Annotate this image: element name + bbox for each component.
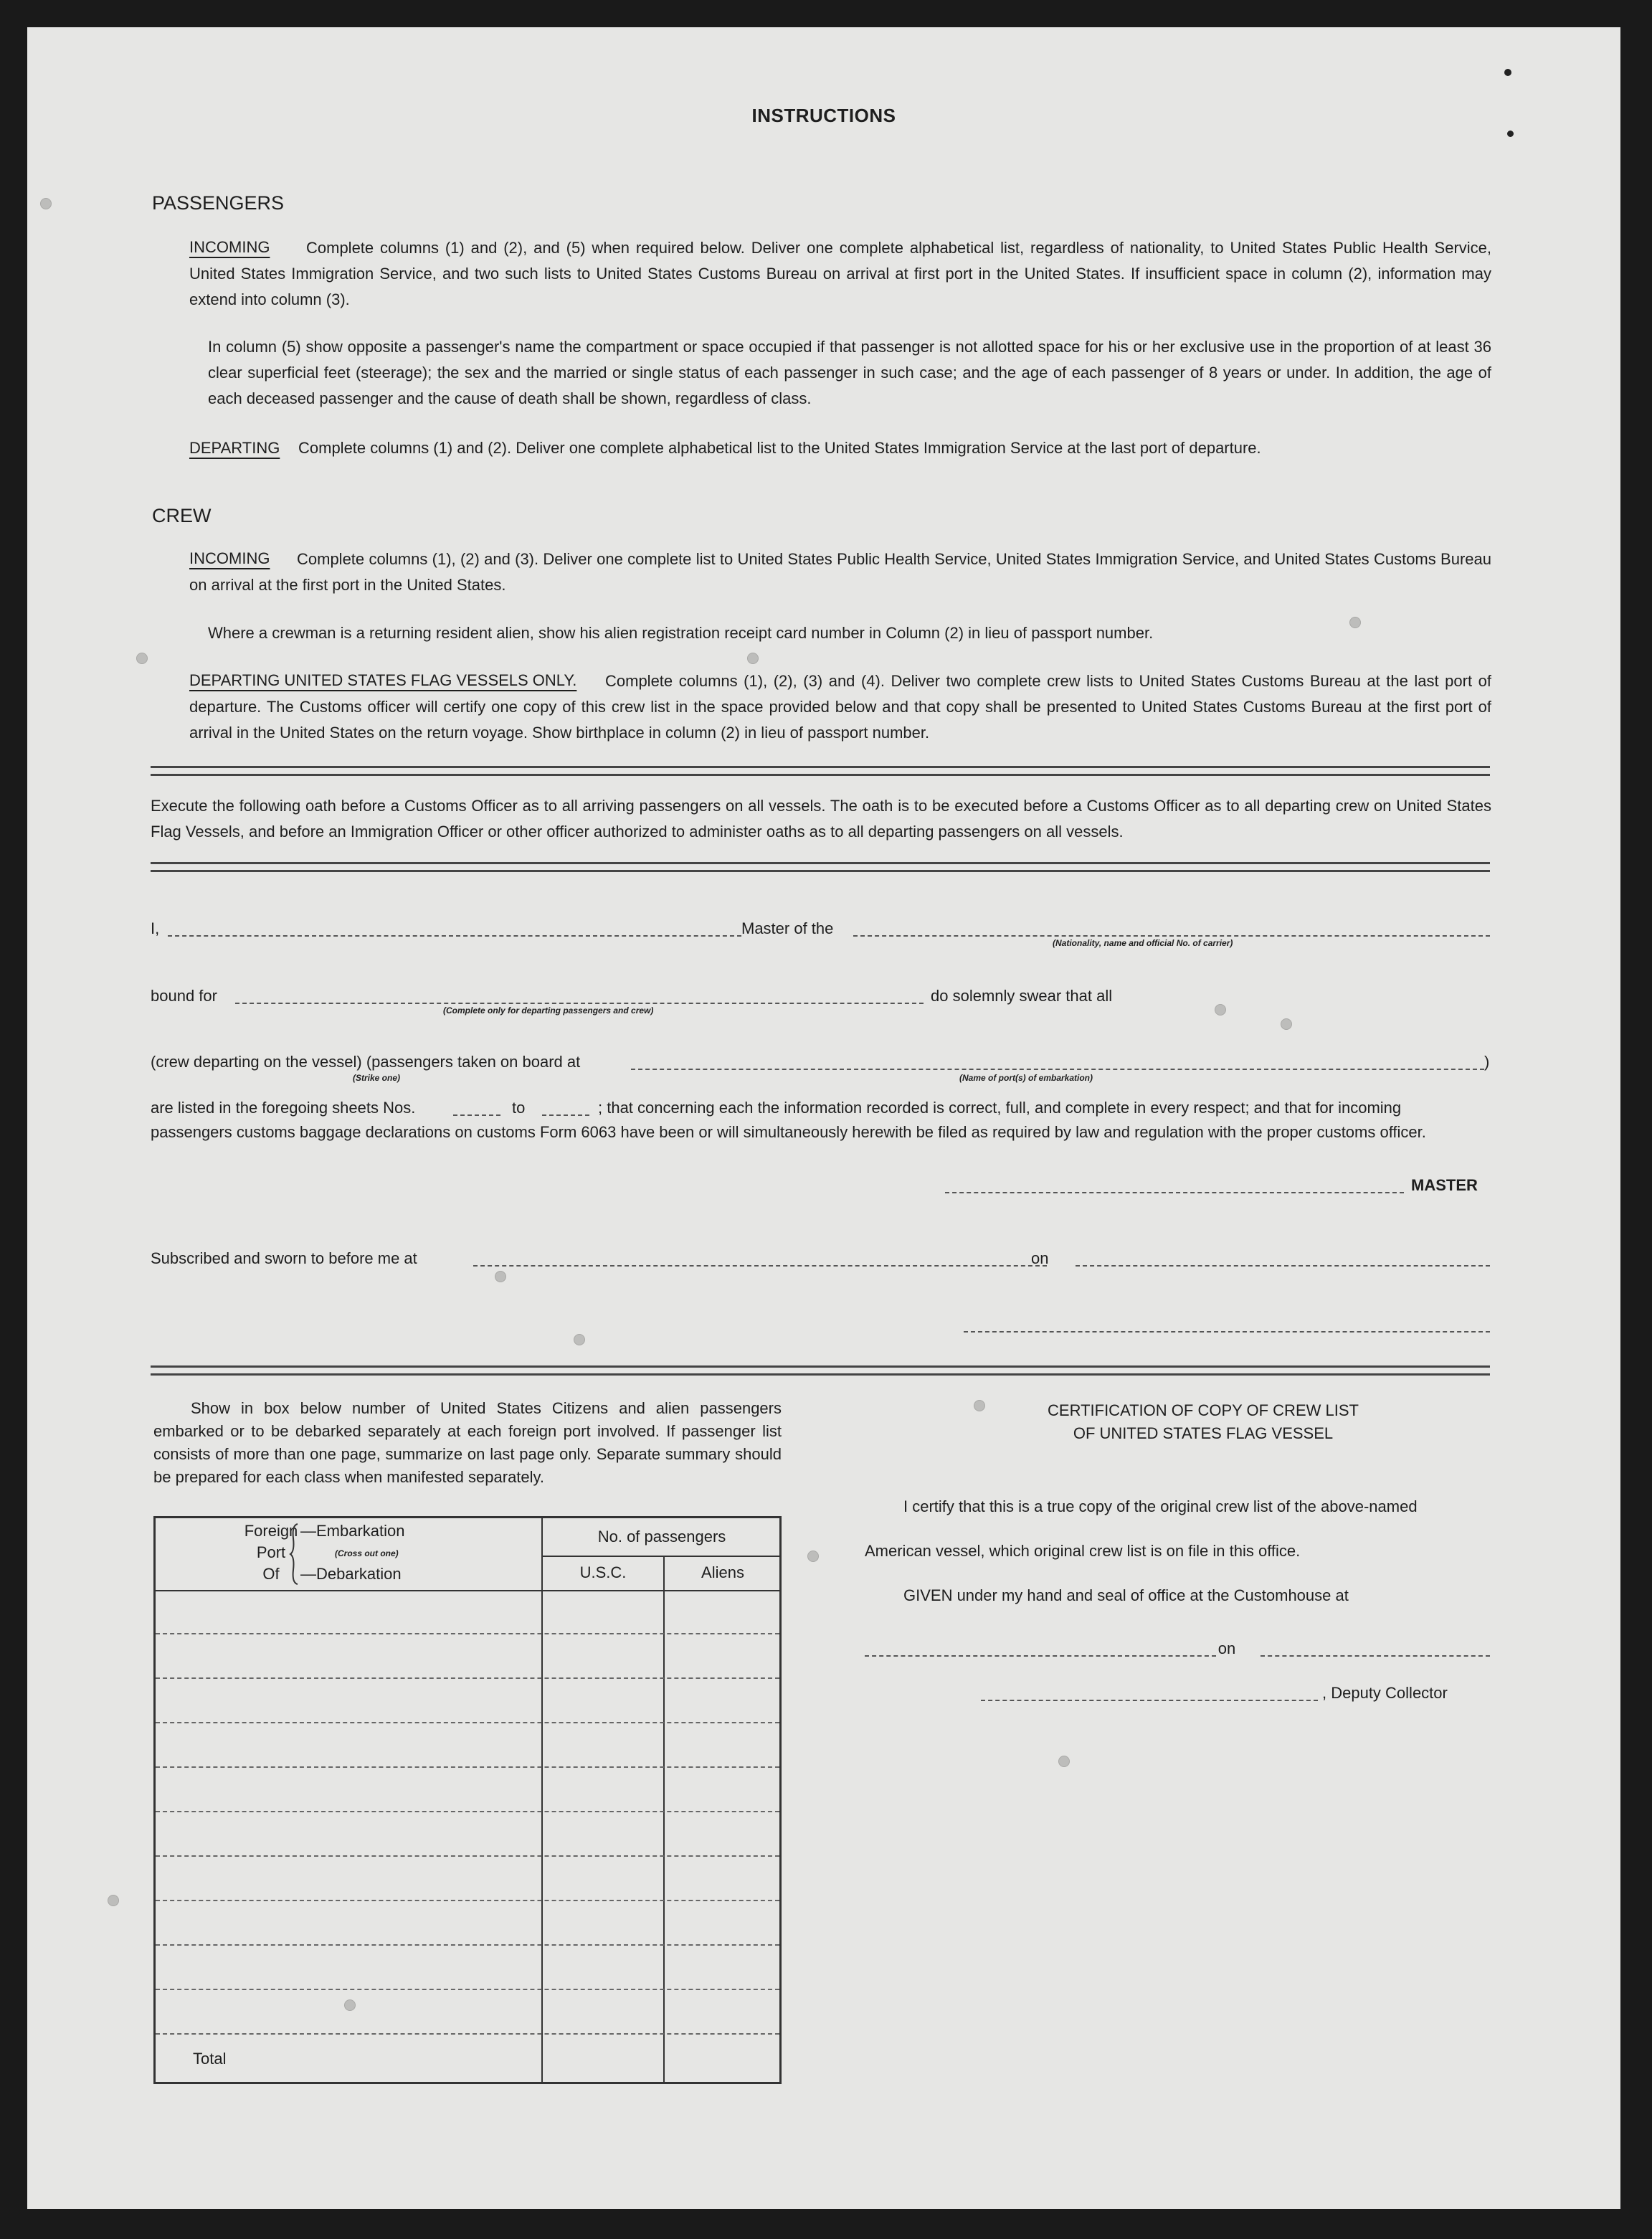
scan-speck xyxy=(1507,131,1514,137)
double-rule-3 xyxy=(151,1365,1490,1376)
brace-icon xyxy=(289,1523,300,1586)
close-paren: ) xyxy=(1484,1053,1490,1071)
scan-speck xyxy=(574,1334,585,1345)
table-row[interactable] xyxy=(156,1633,779,1634)
scan-speck xyxy=(344,1999,356,2011)
no-of-passengers-label: No. of passengers xyxy=(597,1528,726,1545)
customhouse-field[interactable] xyxy=(865,1655,1216,1657)
cross-out-note: (Cross out one) xyxy=(335,1548,399,1558)
embarkation-label: —Embarkation xyxy=(300,1522,405,1540)
listed-label-a: are listed in the foregoing sheets Nos. xyxy=(151,1099,416,1117)
sheet-from-field[interactable] xyxy=(453,1114,500,1116)
table-row[interactable] xyxy=(156,1677,779,1679)
certify-line3: GIVEN under my hand and seal of office at the Customhouse at xyxy=(903,1586,1349,1604)
scan-speck xyxy=(807,1551,819,1562)
sheet-to-field[interactable] xyxy=(542,1114,589,1116)
header-bottom-line xyxy=(156,1590,779,1591)
oath-i-label: I, xyxy=(151,919,160,937)
officer-signature-field[interactable] xyxy=(964,1331,1490,1332)
debarkation-label: —Debarkation xyxy=(300,1565,402,1583)
crew-heading: CREW xyxy=(152,505,212,526)
table-row[interactable] xyxy=(156,1900,779,1901)
master-label: MASTER xyxy=(1411,1176,1478,1194)
scan-speck xyxy=(108,1895,119,1906)
passengers-departing-label: DEPARTING xyxy=(189,439,280,457)
port-label: Port xyxy=(256,1543,286,1561)
scan-speck xyxy=(747,653,759,664)
scan-speck xyxy=(1504,69,1511,76)
listed-to-label: to xyxy=(512,1099,526,1117)
deputy-signature-field[interactable] xyxy=(981,1700,1318,1701)
listed-label-c: passengers customs baggage declarations on customs Form 6063 have been or will simultaneously herewith be filed as required by law and regulation with the proper customs officer. xyxy=(151,1123,1426,1141)
passengers-incoming-label: INCOMING xyxy=(189,238,270,256)
subscribed-on-label: on xyxy=(1031,1249,1049,1267)
passenger-summary-table xyxy=(153,1516,782,2084)
embarkation-port-field[interactable] xyxy=(631,1069,1484,1070)
header-subdivider xyxy=(541,1556,779,1557)
table-divider-2 xyxy=(663,1556,665,2082)
scan-speck xyxy=(1215,1004,1226,1016)
bound-for-label: bound for xyxy=(151,987,217,1005)
foreign-label: Foreign xyxy=(244,1522,298,1540)
form-page xyxy=(27,27,1620,2209)
listed-label-b: ; that concerning each the information recorded is correct, full, and complete in every respect; and that for incoming xyxy=(598,1099,1402,1117)
crew-incoming-text: Complete columns (1), (2) and (3). Deliver one complete list to United States Public Health Service, United States Immigration Service, and United States Customs Bureau on arrival at the first port in the United States. xyxy=(189,550,1491,594)
aliens-column-header: Aliens xyxy=(701,1563,744,1581)
crew-departing-text: Complete columns (1), (2), (3) and (4). Deliver two complete crew lists to United States Customs Bureau at the last port of departure. The Customs officer will certify one copy of this crew list in the space provided below and that copy shall be presented to United States Customs Bureau at the first port of arrival in the United States on the return voyage. Show birthplace in column (2) in lieu of passport number. xyxy=(189,672,1491,742)
summary-instruction: Show in box below number of United States Citizens and alien passengers embarked or to be debarked separately at each foreign port involved. If passenger list consists of more than one page, summarize on last page only. Separate summary should be prepared for each class when manifested separately. xyxy=(153,1399,782,1486)
passengers-departing-text: Complete columns (1) and (2). Deliver one complete alphabetical list to the United States Immigration Service at the last port of departure. xyxy=(298,439,1261,457)
subscribed-place-field[interactable] xyxy=(473,1265,1047,1267)
subscribed-label: Subscribed and sworn to before me at xyxy=(151,1249,417,1267)
page-title: INSTRUCTIONS xyxy=(751,105,896,126)
scan-speck xyxy=(40,198,52,209)
strike-one-note: (Strike one) xyxy=(353,1073,401,1083)
master-signature-field[interactable] xyxy=(945,1192,1404,1193)
scan-speck xyxy=(1281,1018,1292,1030)
scan-speck xyxy=(495,1271,506,1282)
swear-label: do solemnly swear that all xyxy=(931,987,1113,1005)
certify-on-label: on xyxy=(1217,1639,1236,1657)
oath-instruction: Execute the following oath before a Customs Officer as to all arriving passengers on all vessels. The oath is to be executed before a Customs Officer as to all departing crew on United States Flag Vessels, and before an Immigration Officer or other officer authorized to administer oaths as to all departing passengers on all vessels. xyxy=(151,797,1491,841)
subscribed-date-field[interactable] xyxy=(1076,1265,1490,1267)
certify-line2: American vessel, which original crew list is on file in this office. xyxy=(865,1542,1301,1560)
table-row[interactable] xyxy=(156,1766,779,1768)
usc-column-header: U.S.C. xyxy=(579,1563,627,1581)
crew-resident-text: Where a crewman is a returning resident alien, show his alien registration receipt card number in Column (2) in lieu of passport number. xyxy=(208,624,1154,642)
table-row[interactable] xyxy=(156,1855,779,1857)
bound-for-field[interactable] xyxy=(235,1003,924,1004)
total-label: Total xyxy=(193,2050,227,2068)
carrier-field[interactable] xyxy=(853,935,1490,937)
double-rule-1 xyxy=(151,766,1490,776)
passengers-heading: PASSENGERS xyxy=(152,192,285,214)
table-row[interactable] xyxy=(156,2033,779,2035)
table-row[interactable] xyxy=(156,1722,779,1723)
certification-title-line2: OF UNITED STATES FLAG VESSEL xyxy=(1073,1424,1334,1442)
crew-departing-label: DEPARTING UNITED STATES FLAG VESSELS ONLY. xyxy=(189,671,577,689)
table-row[interactable] xyxy=(156,1811,779,1812)
complete-only-note: (Complete only for departing passengers and crew) xyxy=(443,1005,654,1016)
table-row[interactable] xyxy=(156,1989,779,1990)
scan-speck xyxy=(1058,1756,1070,1767)
nationality-note: (Nationality, name and official No. of carrier) xyxy=(1053,938,1233,948)
deputy-collector-label: , Deputy Collector xyxy=(1322,1684,1448,1702)
certify-line1: I certify that this is a true copy of the original crew list of the above-named xyxy=(903,1497,1418,1515)
certify-date-field[interactable] xyxy=(1261,1655,1490,1657)
scan-speck xyxy=(1349,617,1361,628)
table-divider-1 xyxy=(541,1518,543,2082)
certification-title-line1: CERTIFICATION OF COPY OF CREW LIST xyxy=(1048,1401,1359,1419)
scan-speck xyxy=(136,653,148,664)
scan-speck xyxy=(974,1400,985,1411)
crew-incoming-label: INCOMING xyxy=(189,549,270,567)
table-row[interactable] xyxy=(156,1944,779,1946)
double-rule-2 xyxy=(151,862,1490,872)
crew-passengers-label: (crew departing on the vessel) (passengers taken on board at xyxy=(151,1053,581,1071)
port-name-note: (Name of port(s) of embarkation) xyxy=(959,1073,1093,1083)
passengers-incoming-text: Complete columns (1) and (2), and (5) when required below. Deliver one complete alphabetical list, regardless of nationality, to United States Public Health Service, United States Immigration Service, and two such lists to United States Customs Bureau on arrival at first port in the United States. If insufficient space in column (2), information may extend into column (3). xyxy=(189,239,1491,308)
master-name-field[interactable] xyxy=(168,935,741,937)
of-label: Of xyxy=(262,1565,280,1583)
passengers-column5-text: In column (5) show opposite a passenger's name the compartment or space occupied if that passenger is not allotted space for his or her exclusive use in the proportion of at least 36 clear superficial feet (steerage); the sex and the married or single status of each passenger in such case; and the age of each passenger of 8 years or under. In addition, the age of each deceased passenger and the cause of death shall be shown, regardless of class. xyxy=(208,338,1491,407)
master-of-the-label: Master of the xyxy=(741,919,834,937)
